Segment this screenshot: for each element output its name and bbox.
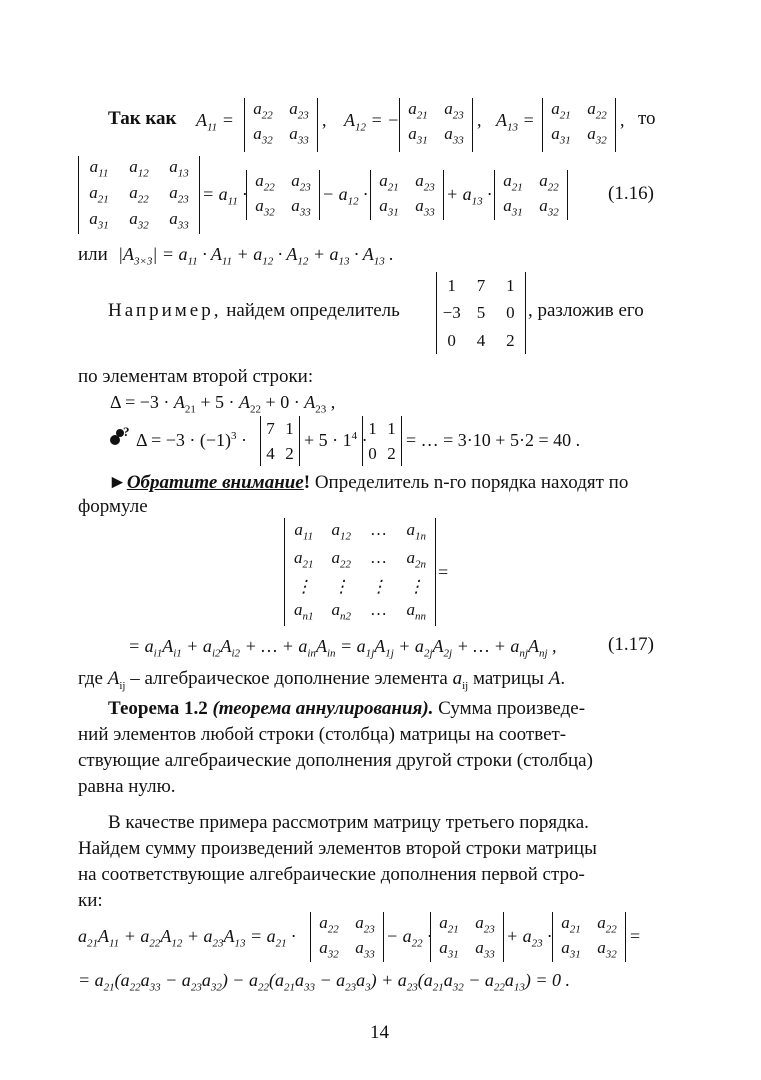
matrix-cell: −3	[442, 303, 461, 323]
example-calculation: $\Delta = -3 \cdot (-1)^3$ · 7 1 4 2 + $5 \cdot 1^4$ · 1 1 0 2 = … = 3·10 + 5·2 = 40 .	[136, 412, 606, 472]
example2-line: В качестве примера рассмотрим матрицу третьего порядка.	[108, 812, 589, 833]
example-lead-rest: найдем определитель	[226, 300, 400, 321]
page-number: 14	[370, 1022, 389, 1043]
matrix-cell: 0	[447, 330, 456, 350]
matrix-cell: 1	[506, 276, 515, 296]
svg-text:?: ?	[123, 424, 130, 439]
attention-excl: !	[303, 472, 311, 493]
determinant-short-form: $|A_{3\times 3}| = a_{11} \cdot A_{11} + a_{12} \cdot A_{12} + a_{13} \cdot A_{13}$ .	[118, 244, 394, 268]
theorem-line: равна нулю.	[78, 776, 176, 797]
to-label: то	[638, 108, 656, 129]
theorem-line: Сумма произведе-	[438, 698, 586, 719]
example-lead-spaced: Например,	[108, 300, 222, 321]
matrix-cell: 4	[476, 330, 486, 350]
question-icon	[108, 424, 134, 450]
example2-line: Найдем сумму произведений элементов второй строки матрицы	[78, 838, 597, 859]
nxn-determinant: $a_{11}$ $a_{12}$ … $a_{1n}$ $a_{21}$ $a_{22}$ … $a_{2n}$ ⋮ ⋮ ⋮ ⋮ $a_{n1}$ $a_{n2}$ … $a_{nn}$	[284, 518, 436, 626]
example-tail: , разложив его	[528, 300, 644, 321]
formula-1-17: = $a_{i1}A_{i1} + a_{i2}A_{i2}$ + … + $a_{in}A_{in} = a_{1j}A_{1j} + a_{2j}A_{2j}$ + … + $a_{nj}A_{nj}$ ,	[128, 636, 557, 660]
equation-number-1-16: (1.16)	[608, 183, 654, 204]
example-matrix	[436, 272, 526, 354]
final-formula-line1: $a_{21}A_{11} + a_{22}A_{12} + a_{23}A_{13} = a_{21}$ · $a_{22}$ $a_{23}$ $a_{32}$ $a_{33}$ − $a_{22}$ · $a_{21}$ $a_{23}$ $a_{31}$ $a_{33}$ + $a_{23}$ · $a_{21}$ $a_{22}$ $a_{31}$ $a_{32}$ =	[78, 912, 641, 961]
calculation-tail: = … = 3·10 + 5·2 = 40 .	[406, 430, 581, 450]
formula-1-16: $a_{11}$ $a_{12}$ $a_{13}$ $a_{21}$ $a_{22}$ $a_{23}$ $a_{31}$ $a_{32}$ $a_{33}$ = $a_{11}$ · $a_{22}$ $a_{23}$ $a_{32}$ $a_{33}$ − $a_{12}$ · $a_{21}$ $a_{23}$ $a_{31}$ $a_{33}$ + $a_{13}$ · $a_{21}$ $a_{22}$ $a_{31}$ $a_{32}$	[78, 156, 678, 236]
ili-label: или	[78, 244, 108, 265]
equation-number-1-17: (1.17)	[608, 634, 654, 655]
matrix-cell: 2	[506, 330, 515, 350]
matrix-cell: 1	[447, 276, 456, 296]
cofactor-definitions: $A_{11}$ = $a_{22}$ $a_{23}$ $a_{32}$ $a_{33}$ , $A_{12}$ = − $a_{21}$ $a_{23}$ $a_{31}$ $a_{33}$ , $A_{13}$ = $a_{21}$ $a_{22}$ $a_{31}$ $a_{32}$ ,	[186, 98, 716, 153]
matrix-cell: 7	[476, 276, 486, 296]
example2-line: ки:	[78, 890, 103, 911]
attention-text-line2: формуле	[78, 496, 148, 517]
attention-text: Определитель n-го порядка находят по	[314, 472, 629, 493]
example-expansion: $\Delta = -3 \cdot A_{21} + 5 \cdot A_{22} + 0 \cdot A_{23}$ ,	[110, 392, 336, 416]
attention-line	[108, 472, 628, 494]
example2-line: на соответствующие алгебраические дополнения первой стро-	[78, 864, 585, 885]
where-line: где $A_{ij}$ – алгебраическое дополнение элемента $a_{ij}$ матрицы A.	[78, 668, 566, 692]
theorem-name: (теорема аннулирования).	[212, 698, 434, 719]
final-formula-line2: = $a_{21}(a_{22}a_{33} - a_{23}a_{32}) - a_{22}(a_{21}a_{33} - a_{23}a_3) + a_{23}(a_{21}a_{32} - a_{22}a_{13}) = 0$ .	[78, 970, 571, 994]
theorem-first-line	[108, 698, 585, 720]
example-lead	[108, 300, 400, 322]
matrix-cell: 0	[506, 303, 515, 323]
example-line2: по элементам второй строки:	[78, 366, 314, 387]
theorem-title: Теорема 1.2	[108, 698, 208, 719]
tak-kak-label: Так как	[108, 108, 177, 129]
matrix-cell: 5	[476, 303, 486, 323]
theorem-line: ствующие алгебраические дополнения другой строки (столбца)	[78, 750, 593, 771]
theorem-line: ний элементов любой строки (столбца) матрицы на соответ-	[78, 724, 567, 745]
arrow-icon: ►	[108, 472, 127, 493]
attention-label: Обратите внимание	[126, 472, 304, 493]
